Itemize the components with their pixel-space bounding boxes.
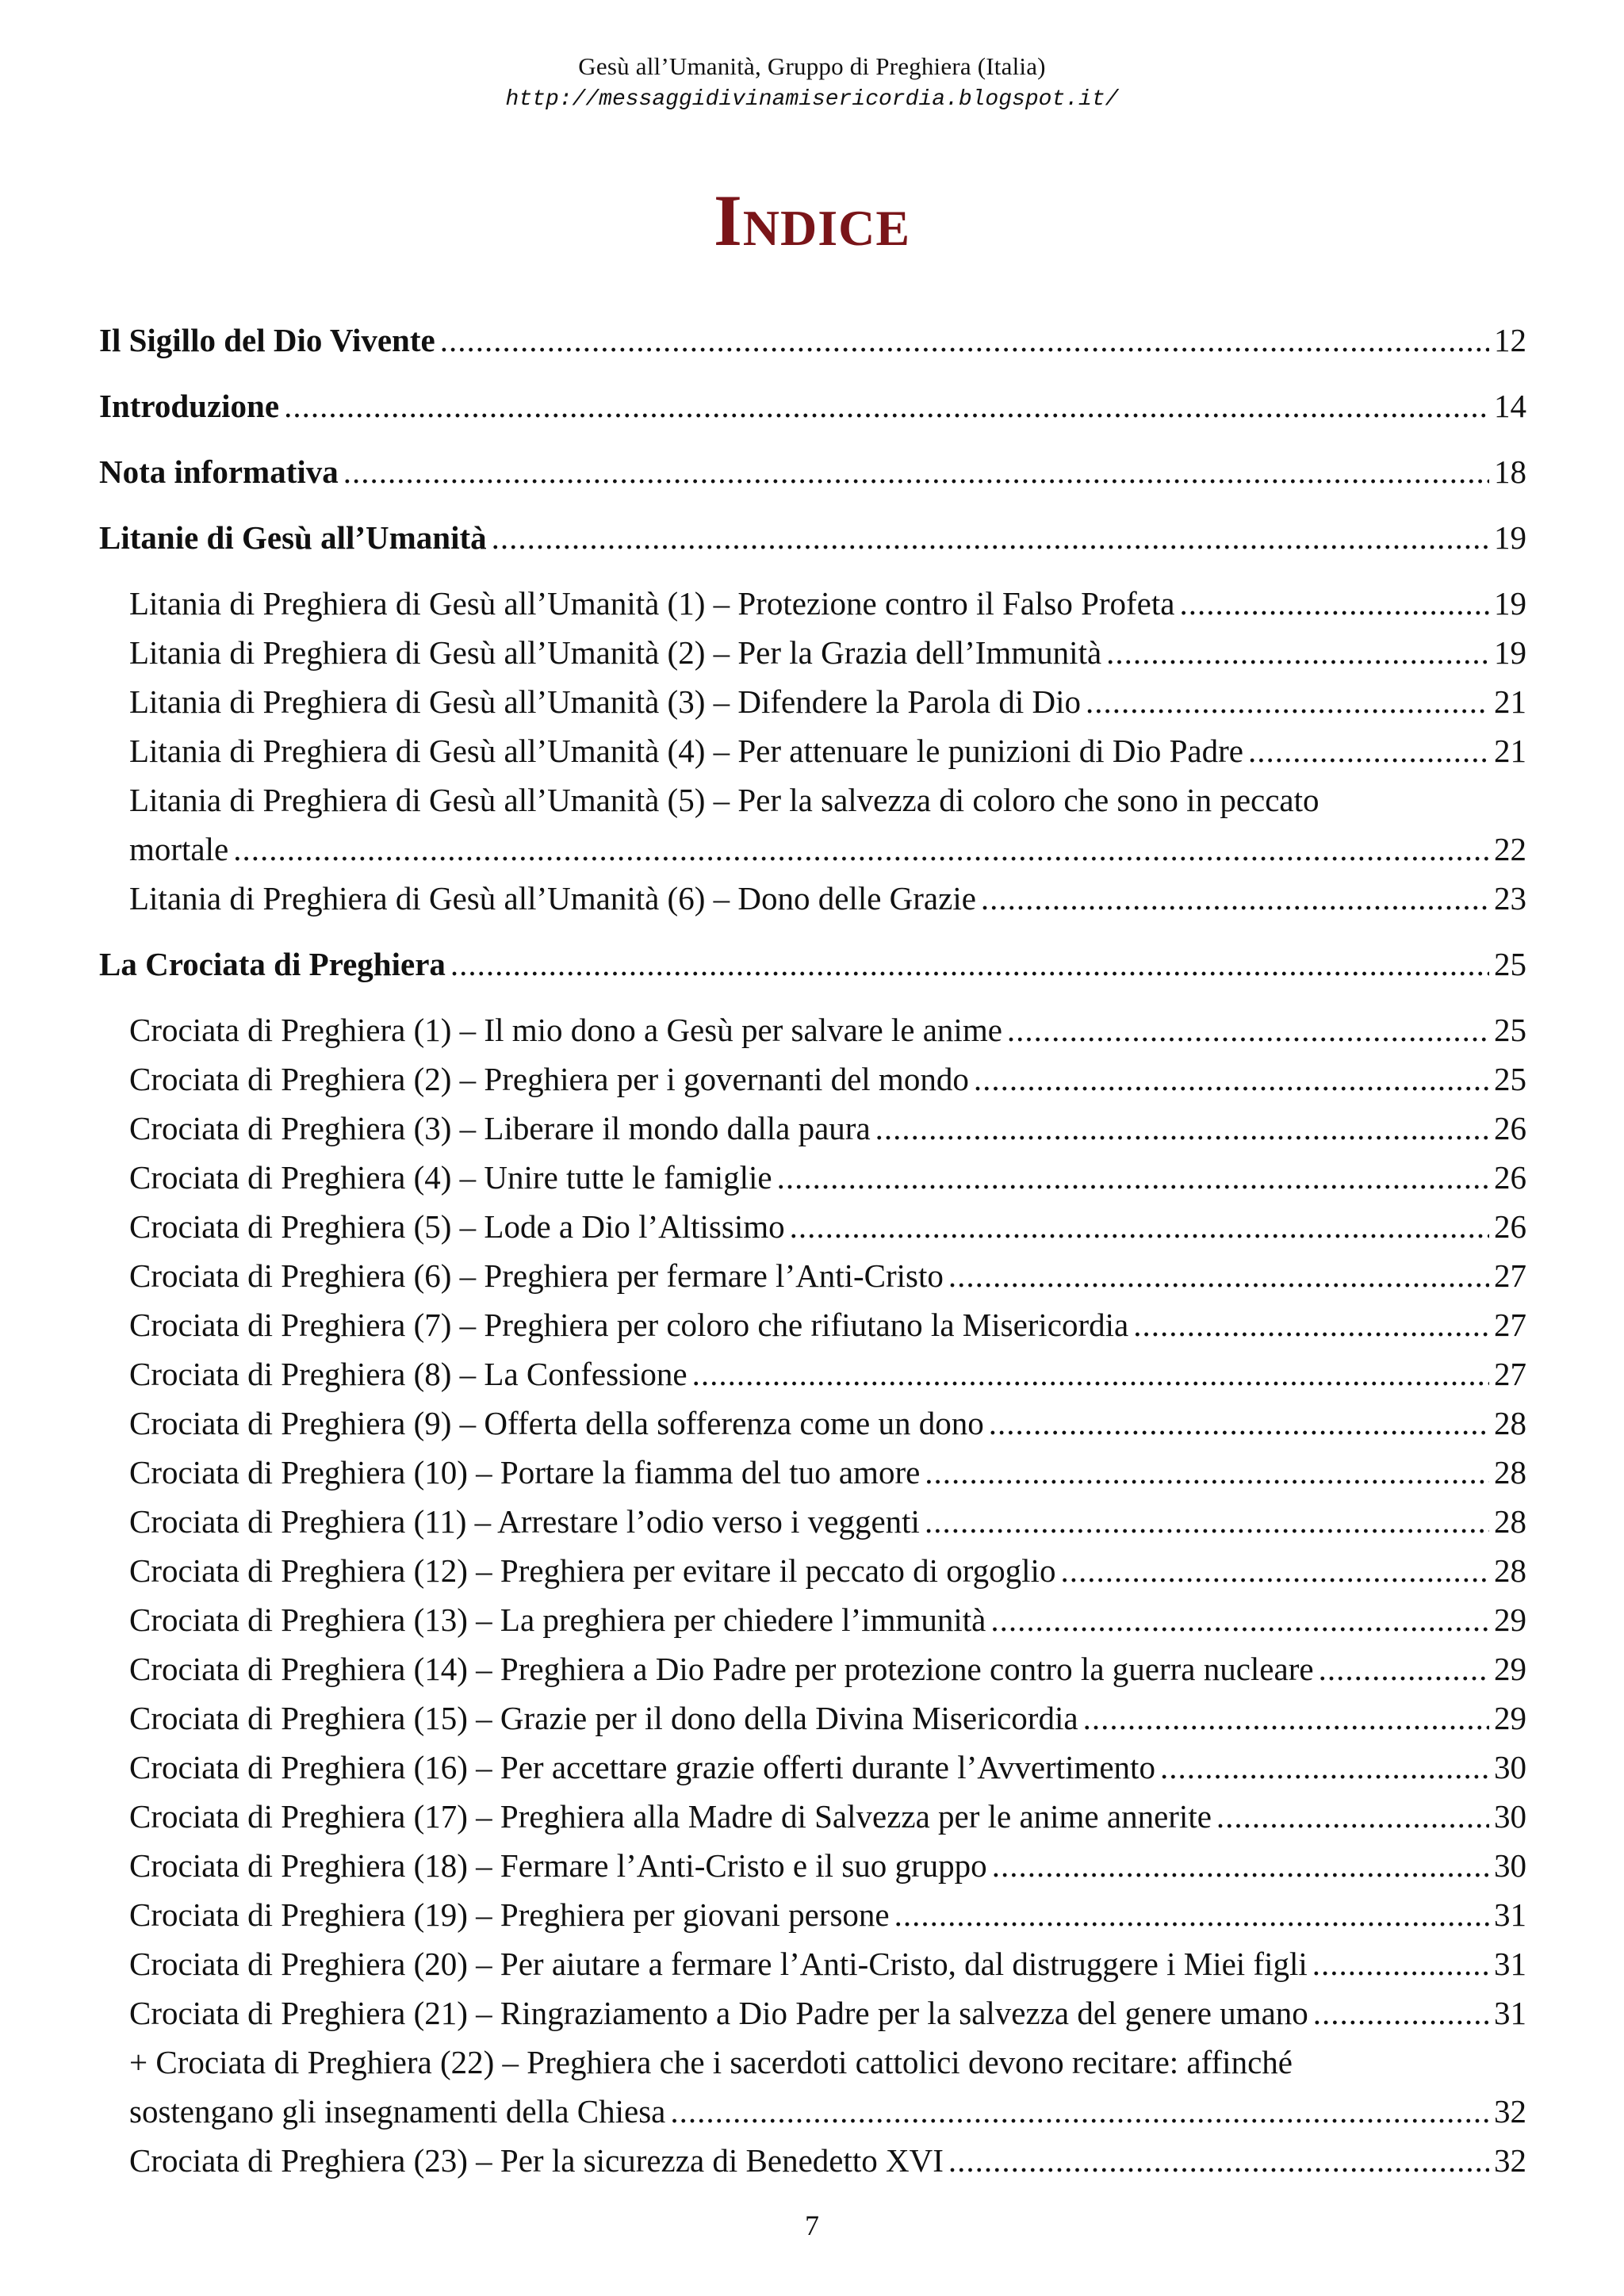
toc-entry-title: Crociata di Preghiera (18) – Fermare l’Anti-Cristo e il suo gruppo [129, 1847, 987, 1884]
toc-entry-title: Crociata di Preghiera (20) – Per aiutare a fermare l’Anti-Cristo, dal distruggere i Miei figli [129, 1946, 1308, 1982]
toc-entry-title: Litania di Preghiera di Gesù all’Umanità (3) – Difendere la Parola di Dio [129, 683, 1081, 720]
toc-entry-title: Crociata di Preghiera (13) – La preghiera per chiedere l’immunità [129, 1601, 986, 1638]
toc-entry-title: Crociata di Preghiera (16) – Per accettare grazie offerti durante l’Avvertimento [129, 1749, 1155, 1785]
toc-entry-page: 27 [1494, 1356, 1526, 1392]
toc-entry-title-line2: sostengano gli insegnamenti della Chiesa [129, 2093, 666, 2130]
toc-subentry[interactable] [129, 1693, 1526, 1743]
toc-entry-page: 22 [1494, 831, 1526, 867]
toc-subentry[interactable] [129, 2038, 1526, 2136]
toc-subentry[interactable] [129, 1595, 1526, 1644]
toc-entry-title: Crociata di Preghiera (4) – Unire tutte le famiglie [129, 1159, 772, 1196]
toc-subentry[interactable] [129, 1448, 1526, 1497]
toc-subentry[interactable] [129, 1399, 1526, 1448]
dot-leader [1133, 1300, 1489, 1349]
dot-leader [670, 2087, 1489, 2136]
toc-entry-title: Crociata di Preghiera (6) – Preghiera per fermare l’Anti-Cristo [129, 1257, 944, 1294]
page-number: 7 [805, 2210, 819, 2241]
toc-entry-title-line1: + Crociata di Preghiera (22) – Preghiera che i sacerdoti cattolici devono recitare: affinché [129, 2044, 1293, 2080]
toc-entry-title: Crociata di Preghiera (1) – Il mio dono a Gesù per salvare le anime [129, 1012, 1002, 1048]
toc-subentry[interactable] [129, 1153, 1526, 1202]
toc-entry-page: 32 [1494, 2093, 1526, 2130]
toc-entry-title: Crociata di Preghiera (2) – Preghiera per i governanti del mondo [129, 1061, 969, 1097]
toc-entry-title: Crociata di Preghiera (21) – Ringraziamento a Dio Padre per la salvezza del genere umano [129, 1995, 1308, 2031]
toc-entry-page: 27 [1494, 1257, 1526, 1294]
dot-leader [233, 825, 1489, 874]
toc-entry-title: Crociata di Preghiera (9) – Offerta della sofferenza come un dono [129, 1405, 984, 1441]
toc-entry-page: 23 [1494, 880, 1526, 916]
dot-leader [777, 1153, 1489, 1202]
dot-leader [925, 1448, 1489, 1497]
dot-leader [1083, 1693, 1489, 1743]
toc-subentry[interactable] [129, 1005, 1526, 1054]
toc-subentry[interactable] [129, 1939, 1526, 1988]
toc-entry-page: 19 [1494, 634, 1526, 671]
toc-entry-page: 29 [1494, 1601, 1526, 1638]
toc-entry-page: 21 [1494, 683, 1526, 720]
toc-entry-page: 31 [1494, 1946, 1526, 1982]
dot-leader [990, 1595, 1489, 1644]
toc-entry-title-line2: mortale [129, 831, 229, 867]
toc-entry-title: Crociata di Preghiera (10) – Portare la fiamma del tuo amore [129, 1454, 921, 1490]
toc-entry-title: Crociata di Preghiera (19) – Preghiera per giovani persone [129, 1896, 890, 1933]
dot-leader [1312, 1939, 1489, 1988]
toc-subentry[interactable] [129, 1054, 1526, 1104]
dot-leader [343, 447, 1489, 496]
toc-entry-page: 27 [1494, 1307, 1526, 1343]
toc-entry-page: 18 [1494, 453, 1526, 490]
dot-leader [1216, 1792, 1489, 1841]
dot-leader [1007, 1005, 1489, 1054]
toc-subentry[interactable] [129, 1792, 1526, 1841]
toc-entry-title-line1: Litania di Preghiera di Gesù all’Umanità (5) – Per la salvezza di coloro che sono in peccato [129, 782, 1320, 818]
toc-entry-page: 30 [1494, 1847, 1526, 1884]
toc-entry-page: 30 [1494, 1749, 1526, 1785]
header-url: http://messaggidivinamisericordia.blogspot.it/ [505, 87, 1119, 112]
toc-entry-title: La Crociata di Preghiera [99, 946, 446, 982]
toc-entry-page: 12 [1494, 322, 1526, 358]
toc-entry-page: 19 [1494, 519, 1526, 556]
toc-entry[interactable] [99, 381, 1526, 430]
toc-subentry[interactable] [129, 579, 1526, 628]
toc-subentry[interactable] [129, 874, 1526, 923]
toc-entry-page: 26 [1494, 1110, 1526, 1146]
toc-entry[interactable] [99, 447, 1526, 496]
toc-subentry[interactable] [129, 1644, 1526, 1693]
toc-entry-title: Nota informativa [99, 453, 339, 490]
toc-entry-title: Crociata di Preghiera (12) – Preghiera per evitare il peccato di orgoglio [129, 1552, 1056, 1589]
dot-leader [948, 1251, 1489, 1300]
toc-entry-title: Crociata di Preghiera (14) – Preghiera a Dio Padre per protezione contro la guerra nucleare [129, 1651, 1314, 1687]
toc-subentry[interactable] [129, 1497, 1526, 1546]
toc-entry-page: 29 [1494, 1651, 1526, 1687]
toc-entry-title: Crociata di Preghiera (5) – Lode a Dio l’Altissimo [129, 1208, 785, 1245]
toc-entry-page: 28 [1494, 1405, 1526, 1441]
toc-subentry[interactable] [129, 726, 1526, 775]
dot-leader [450, 939, 1489, 989]
toc-subentry[interactable] [129, 1546, 1526, 1595]
dot-leader [875, 1104, 1489, 1153]
dot-leader [1106, 628, 1489, 677]
toc-entry-title: Crociata di Preghiera (3) – Liberare il mondo dalla paura [129, 1110, 871, 1146]
toc-entry-title: Litania di Preghiera di Gesù all’Umanità (4) – Per attenuare le punizioni di Dio Padre [129, 733, 1243, 769]
toc-subentry[interactable] [129, 2136, 1526, 2185]
toc-subentry[interactable] [129, 1349, 1526, 1399]
toc-entry[interactable] [99, 939, 1526, 989]
dot-leader [981, 874, 1489, 923]
toc-entry-page: 28 [1494, 1503, 1526, 1540]
dot-leader [1086, 677, 1489, 726]
header-title: Gesù all’Umanità, Gruppo di Preghiera (Italia) [578, 52, 1046, 80]
dot-leader [790, 1202, 1489, 1251]
toc-entry-page: 31 [1494, 1995, 1526, 2031]
toc-subentry[interactable] [129, 1251, 1526, 1300]
toc-entry-page: 21 [1494, 733, 1526, 769]
toc-entry-title: Il Sigillo del Dio Vivente [99, 322, 435, 358]
dot-leader [989, 1399, 1489, 1448]
toc-entry-page: 25 [1494, 946, 1526, 982]
toc-entry-title: Crociata di Preghiera (8) – La Confessione [129, 1356, 688, 1392]
toc-entry-title: Crociata di Preghiera (11) – Arrestare l’odio verso i veggenti [129, 1503, 920, 1540]
toc-entry-title: Litania di Preghiera di Gesù all’Umanità (2) – Per la Grazia dell’Immunità [129, 634, 1102, 671]
toc-subentry[interactable] [129, 677, 1526, 726]
running-header [0, 49, 1624, 116]
toc-subentry[interactable] [129, 1743, 1526, 1792]
dot-leader [894, 1890, 1489, 1939]
dot-leader [992, 1841, 1489, 1890]
dot-leader [974, 1054, 1489, 1104]
toc-entry-page: 25 [1494, 1061, 1526, 1097]
toc-entry-page: 26 [1494, 1208, 1526, 1245]
dot-leader [1179, 579, 1489, 628]
dot-leader [284, 381, 1489, 430]
toc-entry-title: Crociata di Preghiera (17) – Preghiera alla Madre di Salvezza per le anime annerite [129, 1798, 1212, 1835]
dot-leader [692, 1349, 1489, 1399]
toc-entry-title: Crociata di Preghiera (23) – Per la sicurezza di Benedetto XVI [129, 2142, 944, 2179]
page-title: Indice [713, 180, 911, 261]
toc-entry-page: 19 [1494, 585, 1526, 622]
toc-entry-title: Litanie di Gesù all’Umanità [99, 519, 487, 556]
toc-entry-title: Litania di Preghiera di Gesù all’Umanità (6) – Dono delle Grazie [129, 880, 976, 916]
toc-entry-page: 14 [1494, 388, 1526, 424]
toc-entry-page: 28 [1494, 1454, 1526, 1490]
toc-subentry[interactable] [129, 628, 1526, 677]
toc-entry-page: 31 [1494, 1896, 1526, 1933]
toc-subentry[interactable] [129, 1841, 1526, 1890]
toc-entry-page: 26 [1494, 1159, 1526, 1196]
toc-entry-page: 28 [1494, 1552, 1526, 1589]
dot-leader [925, 1497, 1489, 1546]
dot-leader [1248, 726, 1489, 775]
toc-subentry[interactable] [129, 1202, 1526, 1251]
toc-entry-page: 32 [1494, 2142, 1526, 2179]
toc-entry-page: 30 [1494, 1798, 1526, 1835]
dot-leader [1313, 1988, 1489, 2038]
toc-entry-title: Crociata di Preghiera (15) – Grazie per il dono della Divina Misericordia [129, 1700, 1078, 1736]
toc-entry-page: 25 [1494, 1012, 1526, 1048]
toc-subentry[interactable] [129, 1300, 1526, 1349]
dot-leader [1160, 1743, 1489, 1792]
toc-subentry[interactable] [129, 775, 1526, 874]
toc-entry-page: 29 [1494, 1700, 1526, 1736]
dot-leader [1060, 1546, 1489, 1595]
dot-leader [492, 513, 1489, 562]
dot-leader [440, 316, 1489, 365]
toc-entry[interactable] [99, 513, 1526, 562]
toc-entry-title: Crociata di Preghiera (7) – Preghiera per coloro che rifiutano la Misericordia [129, 1307, 1129, 1343]
toc-entry-title: Introduzione [99, 388, 280, 424]
toc-entry[interactable] [99, 316, 1526, 365]
toc-entry-title: Litania di Preghiera di Gesù all’Umanità (1) – Protezione contro il Falso Profeta [129, 585, 1175, 622]
toc-subentry[interactable] [129, 1104, 1526, 1153]
dot-leader [948, 2136, 1489, 2185]
toc-subentry[interactable] [129, 1988, 1526, 2038]
dot-leader [1319, 1644, 1489, 1693]
toc-subentry[interactable] [129, 1890, 1526, 1939]
